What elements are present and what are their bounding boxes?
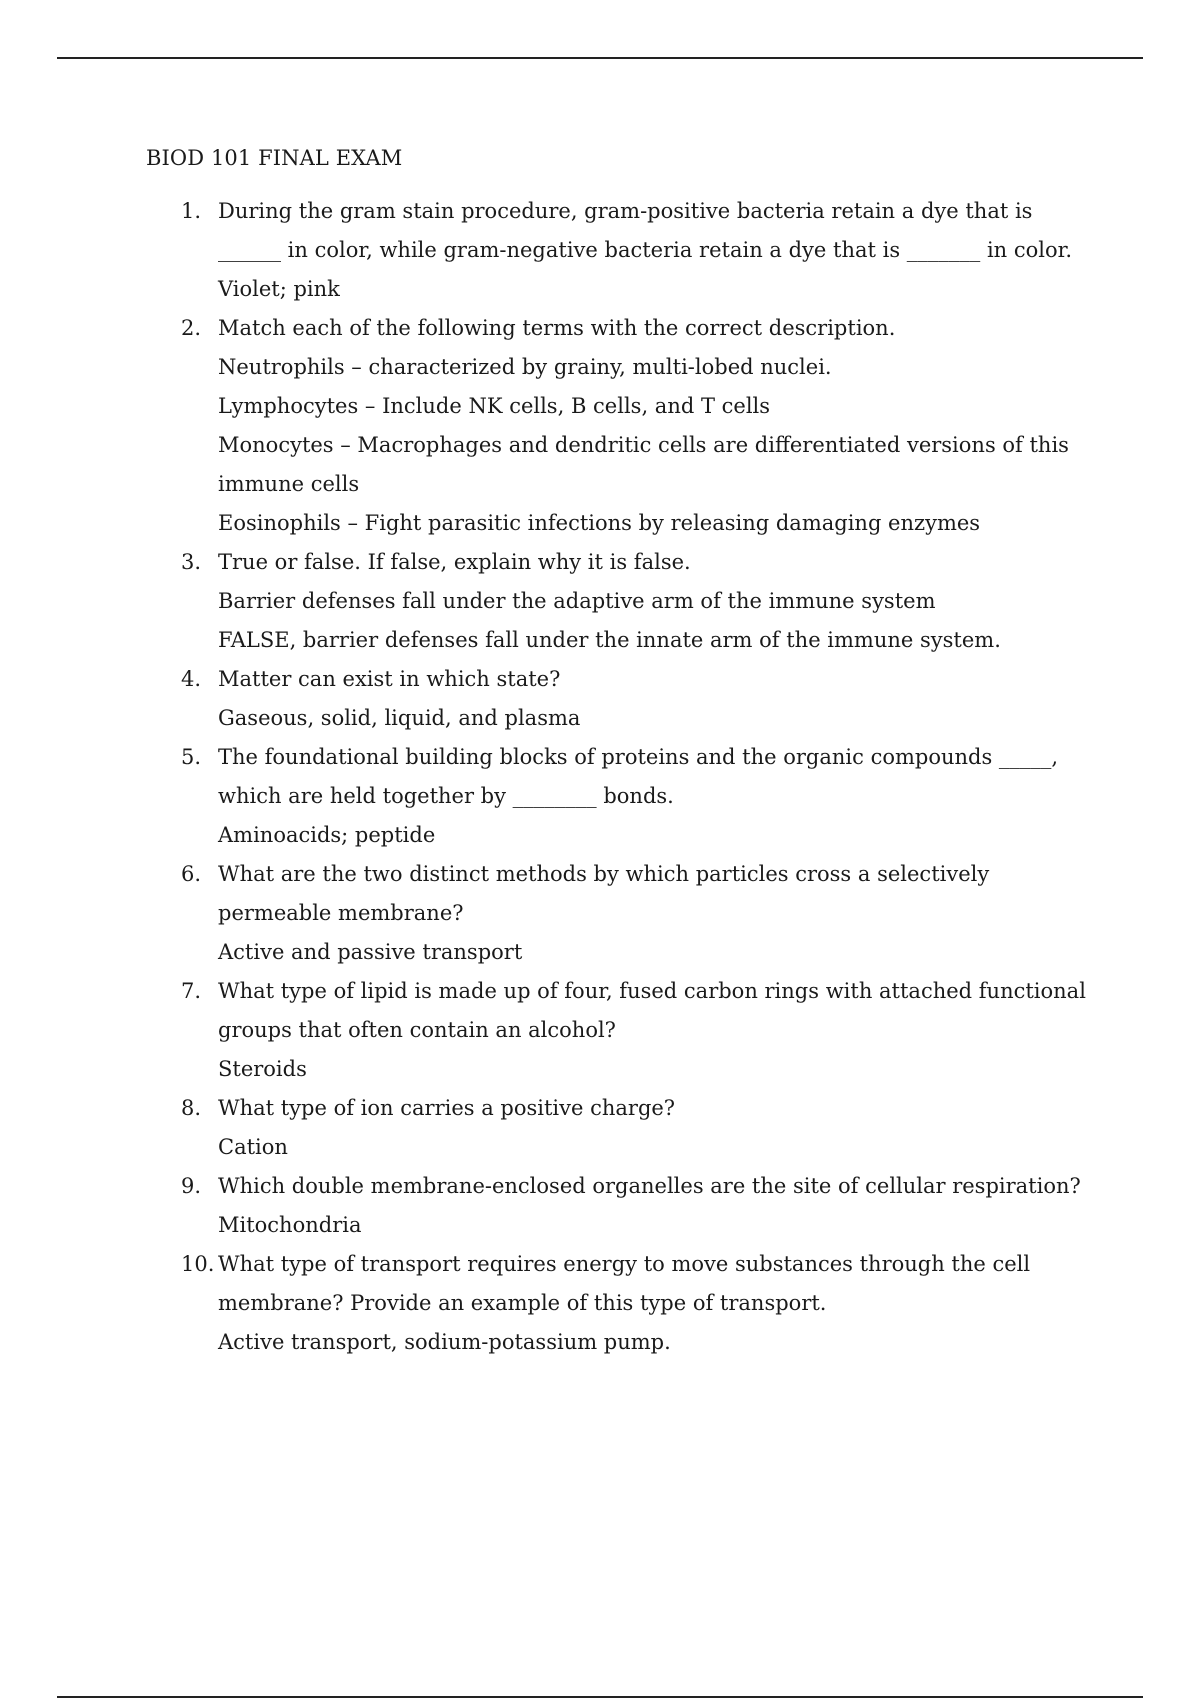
question-number: 3. xyxy=(181,550,202,574)
answer-text: Monocytes – Macrophages and dendritic cells are differentiated versions of this immune cells xyxy=(218,433,1069,496)
question-item xyxy=(146,192,1096,309)
question-item xyxy=(146,660,1096,738)
question-item xyxy=(146,309,1096,543)
question-number: 5. xyxy=(181,745,202,769)
question-item xyxy=(146,1089,1096,1167)
document-body xyxy=(146,143,1096,1362)
question-item xyxy=(146,972,1096,1089)
answer-text: Active and passive transport xyxy=(218,940,523,964)
answer-text: Violet; pink xyxy=(218,277,340,301)
answer-text: Steroids xyxy=(218,1057,307,1081)
question-text: The foundational building blocks of proteins and the organic compounds _____, which are held together by ________ bonds. xyxy=(218,745,1059,808)
answer-text: Barrier defenses fall under the adaptive arm of the immune system xyxy=(218,589,936,613)
answer-text: Eosinophils – Fight parasitic infections by releasing damaging enzymes xyxy=(218,511,981,535)
answer-text: Active transport, sodium-potassium pump. xyxy=(218,1330,671,1354)
question-number: 10. xyxy=(181,1252,215,1276)
question-text: What are the two distinct methods by which particles cross a selectively permeable membrane? xyxy=(218,862,990,925)
question-number: 1. xyxy=(181,199,202,223)
question-item xyxy=(146,1245,1096,1362)
question-text: Matter can exist in which state? xyxy=(218,667,561,691)
question-item xyxy=(146,1167,1096,1245)
bottom-rule xyxy=(57,1696,1143,1698)
question-item xyxy=(146,543,1096,660)
question-list xyxy=(146,192,1096,1362)
question-text: Which double membrane-enclosed organelles are the site of cellular respiration? xyxy=(218,1174,1081,1198)
question-number: 9. xyxy=(181,1174,202,1198)
answer-text: Neutrophils – characterized by grainy, multi-lobed nuclei. xyxy=(218,355,832,379)
answer-text: Gaseous, solid, liquid, and plasma xyxy=(218,706,581,730)
answer-text: Cation xyxy=(218,1135,288,1159)
question-text: During the gram stain procedure, gram-positive bacteria retain a dye that is ______ in color, while gram-negative bacteria retain a dye that is _______ in color. xyxy=(218,199,1073,262)
answer-text: Lymphocytes – Include NK cells, B cells, and T cells xyxy=(218,394,771,418)
question-text: True or false. If false, explain why it is false. xyxy=(218,550,691,574)
question-number: 7. xyxy=(181,979,202,1003)
question-text: What type of lipid is made up of four, fused carbon rings with attached functional groups that often contain an alcohol? xyxy=(218,979,1086,1042)
question-number: 4. xyxy=(181,667,202,691)
question-item xyxy=(146,855,1096,972)
answer-text: FALSE, barrier defenses fall under the innate arm of the immune system. xyxy=(218,628,1001,652)
question-text: What type of transport requires energy to move substances through the cell membrane? Provide an example of this type of transport. xyxy=(218,1252,1031,1315)
question-number: 2. xyxy=(181,316,202,340)
question-number: 6. xyxy=(181,862,202,886)
answer-text: Mitochondria xyxy=(218,1213,362,1237)
question-number: 8. xyxy=(181,1096,202,1120)
answer-text: Aminoacids; peptide xyxy=(218,823,436,847)
question-item xyxy=(146,738,1096,855)
document-title: BIOD 101 FINAL EXAM xyxy=(146,146,403,170)
question-text: Match each of the following terms with the correct description. xyxy=(218,316,896,340)
question-text: What type of ion carries a positive charge? xyxy=(218,1096,676,1120)
top-rule xyxy=(57,57,1143,59)
